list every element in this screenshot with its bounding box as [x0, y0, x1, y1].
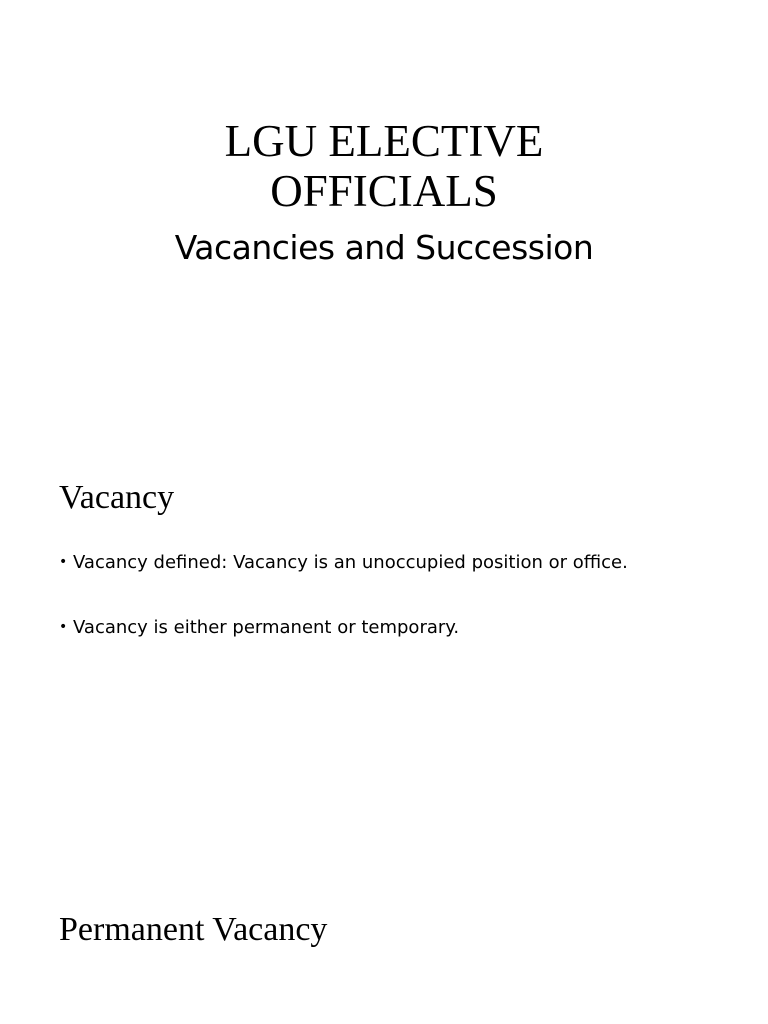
slide-subtitle: Vacancies and Succession: [174, 228, 594, 267]
slide-title: [0, 116, 768, 216]
bullet-marker: •: [59, 619, 68, 635]
bullet-item: [59, 550, 628, 575]
title-slide: [0, 116, 768, 270]
vacancy-heading: Vacancy: [59, 479, 175, 516]
slide-title-line-1: LGU ELECTIVE: [224, 116, 544, 166]
slide-title-line-2: OFFICIALS: [270, 166, 498, 216]
bullet-item: [59, 615, 459, 640]
bullet-text: Vacancy is either permanent or temporary.: [73, 617, 460, 638]
permanent-vacancy-heading: Permanent Vacancy: [59, 911, 328, 948]
bullet-marker: •: [59, 554, 68, 570]
bullet-text: Vacancy defined: Vacancy is an unoccupied position or office.: [73, 552, 628, 573]
